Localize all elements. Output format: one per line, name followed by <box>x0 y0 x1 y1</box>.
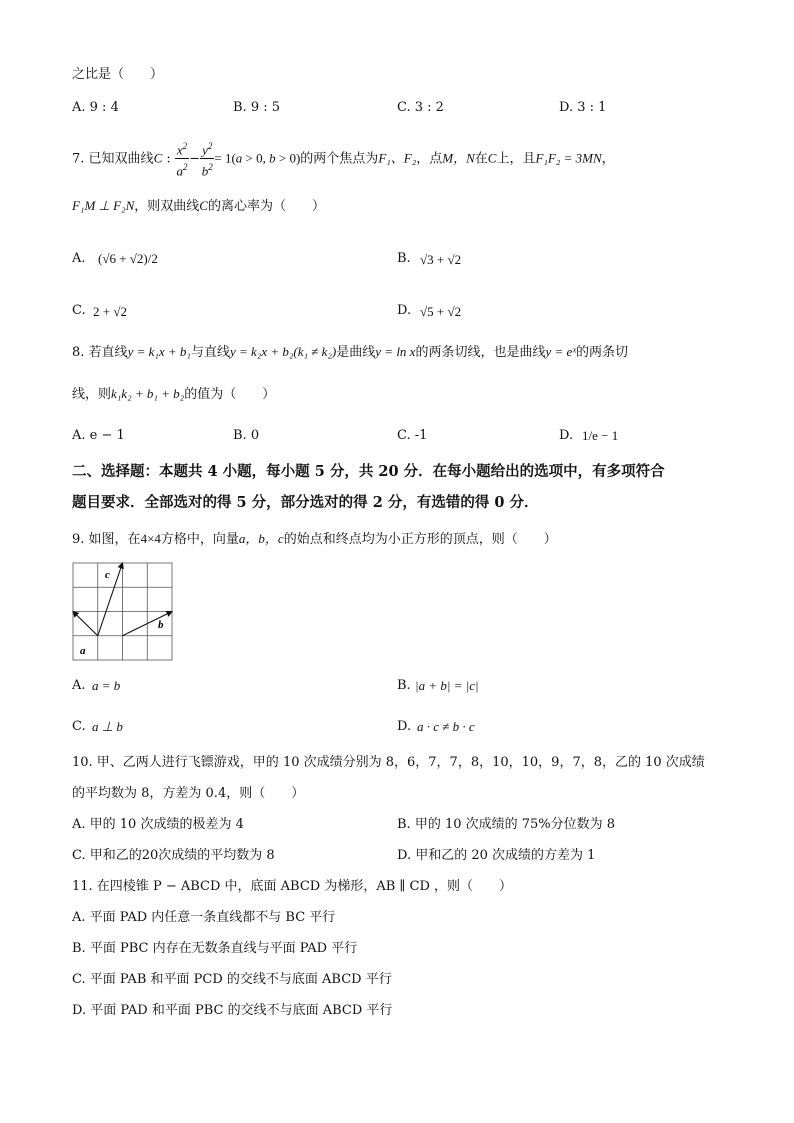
q10-option-a: A. 甲的 10 次成绩的极差为 4 <box>72 817 244 832</box>
q11-option-c: C. 平面 PAB 和平面 PCD 的交线不与底面 ABCD 平行 <box>72 972 392 987</box>
q10-option-d: D. 甲和乙的 20 次成绩的方差为 1 <box>397 848 596 863</box>
q7-option-c-value: 2 + √2 <box>93 304 127 319</box>
q7-option-d-label: D. <box>397 303 412 318</box>
q9-option-c-label: C. <box>72 719 86 734</box>
q9-grid-size: 4×4 <box>140 531 161 546</box>
q10-stem-line1: 10. 甲、乙两人进行飞镖游戏，甲的 10 次成绩分别为 8，6，7，7，8，10，10，9，7，8，乙的 10 次成绩 <box>72 755 705 770</box>
q8-text-g: 的值为（ ） <box>184 387 276 402</box>
q7-text-b: 的两个焦点为 <box>300 151 379 167</box>
q10-option-c: C. 甲和乙的20次成绩的平均数为 8 <box>72 848 275 863</box>
q7-fraction-x: $\frac{x^2}{a^2}$ <box>175 138 189 180</box>
q8-text-e: 的两条切 <box>575 345 628 360</box>
q8-curve1: y = ln x <box>375 344 416 359</box>
section2-heading-line2: 题目要求．全部选对的得 5 分，部分选对的得 2 分，有选错的得 0 分． <box>72 494 539 511</box>
q6-option-c: C. 3 : 2 <box>397 100 444 115</box>
q7-option-d-value: √5 + √2 <box>420 304 462 319</box>
q9-stem <box>72 530 557 549</box>
q9-vectors: a，b，c <box>238 531 284 546</box>
q8-text-b: 与直线 <box>190 345 230 360</box>
q6-option-a: A. 9 : 4 <box>72 100 119 115</box>
q9-label-a: a <box>80 645 86 657</box>
q11-option-b: B. 平面 PBC 内存在无数条直线与平面 PAD 平行 <box>72 941 358 956</box>
q6-option-d: D. 3 : 1 <box>559 100 607 115</box>
q11-option-a: A. 平面 PAD 内任意一条直线都不与 BC 平行 <box>72 910 336 925</box>
q9-option-d-label: D. <box>397 719 412 734</box>
q7-fraction-y: $\frac{y^2}{b^2}$ <box>200 138 214 180</box>
q7-text-e: 上，且 <box>496 151 536 167</box>
q7-text-g: 的离心率为（ ） <box>207 199 325 214</box>
q8-option-d-label: D. <box>559 428 574 443</box>
q6-stem-tail: 之比是（ ） <box>72 67 164 82</box>
q8-stem-line2 <box>72 385 275 404</box>
q7-points: M，N <box>442 150 475 166</box>
q8-stem-line1 <box>72 343 628 362</box>
q8-expression: k₁k₂ + b₁ + b₂ <box>111 386 185 401</box>
q10-option-b: B. 甲的 10 次成绩的 75%分位数为 8 <box>397 817 616 832</box>
q9-option-b-label: B. <box>397 678 411 693</box>
q9-grid-figure <box>72 562 174 662</box>
q8-option-c: C. -1 <box>397 428 428 443</box>
q8-text-d: 的两条切线，也是曲线 <box>415 345 546 360</box>
q9-number: 9. <box>72 532 85 547</box>
q9-label-b: b <box>158 619 164 631</box>
q9-vector-a <box>73 612 98 636</box>
q7-vector-relation-1: F₁F₂ = 3MN <box>535 150 602 166</box>
q9-option-a-value: a = b <box>92 678 121 693</box>
q8-line2: y = k₂x + b₂(k₁ ≠ k₂) <box>229 344 337 359</box>
q9-option-a-label: A. <box>72 678 86 693</box>
q11-option-d: D. 平面 PAD 和平面 PBC 的交线不与底面 ABCD 平行 <box>72 1003 393 1018</box>
q7-option-b-value: √3 + √2 <box>420 252 462 267</box>
q7-stem-line2: F₁M ⊥ F₂N，则双曲线C的离心率为（ ） <box>72 198 325 214</box>
q7-vector-relation-2: F₁M ⊥ F₂N <box>72 198 135 213</box>
q7-number: 7. <box>72 151 85 167</box>
q7-text-d: 在 <box>474 151 488 167</box>
q8-text-f: 线，则 <box>72 387 112 402</box>
q7-option-b-label: B. <box>397 251 411 266</box>
q7-text-a: 已知双曲线 <box>88 151 154 167</box>
q7-option-a-label: A. <box>72 251 86 266</box>
section2-heading-line1: 二、选择题：本题共 4 小题，每小题 5 分，共 20 分．在每小题给出的选项中，有多项符合 <box>72 463 665 480</box>
q8-curve2: y = eˣ <box>545 344 576 359</box>
q9-option-b-value: |a + b| = |c| <box>415 678 479 693</box>
q9-text-a: 如图，在 <box>88 532 141 547</box>
q8-option-b: B. 0 <box>233 428 260 443</box>
q7-text-c: ，点 <box>416 151 443 167</box>
q8-text-a: 若直线 <box>88 345 128 360</box>
q7-text-f: ，则双曲线 <box>134 199 200 214</box>
q6-option-b: B. 9 : 5 <box>233 100 281 115</box>
q9-text-b: 方格中，向量 <box>160 532 239 547</box>
q8-option-a: A. e − 1 <box>72 428 125 443</box>
q7-foci: F₁、F₂ <box>378 150 417 166</box>
q9-vector-c <box>98 563 123 636</box>
q8-option-d-value: 1/e − 1 <box>582 428 619 443</box>
q7-option-c-label: C. <box>72 303 86 318</box>
q11-stem: 11. 在四棱锥 P − ABCD 中，底面 ABCD 为梯形，AB ∥ CD ，则（ ） <box>72 879 513 894</box>
q9-grid-lines <box>73 563 172 660</box>
q8-line1: y = k₁x + b₁ <box>127 344 191 359</box>
q9-text-c: 的始点和终点均为小正方形的顶点，则（ ） <box>283 532 557 547</box>
q9-option-d-value: a · c ≠ b · c <box>417 719 475 734</box>
q7-stem-line1: 7. 已知双曲线C : $\frac{x^2}{a^2}$ − $\frac{y^2}{b^2}$ = 1(a > 0, b > 0)的两个焦点为F₁、F₂，点M，N在C上，且F₁F₂ = 3MN， <box>72 138 615 180</box>
q10-stem-line2: 的平均数为 8，方差为 0.4，则（ ） <box>72 786 305 801</box>
q9-label-c: c <box>105 569 110 581</box>
q9-option-c-value: a ⊥ b <box>92 719 123 734</box>
q7-option-a-value: (√6 + √2)/2 <box>98 251 158 266</box>
q8-text-c: 是曲线 <box>336 345 376 360</box>
q8-number: 8. <box>72 345 85 360</box>
q7-c-label: C <box>487 150 497 166</box>
